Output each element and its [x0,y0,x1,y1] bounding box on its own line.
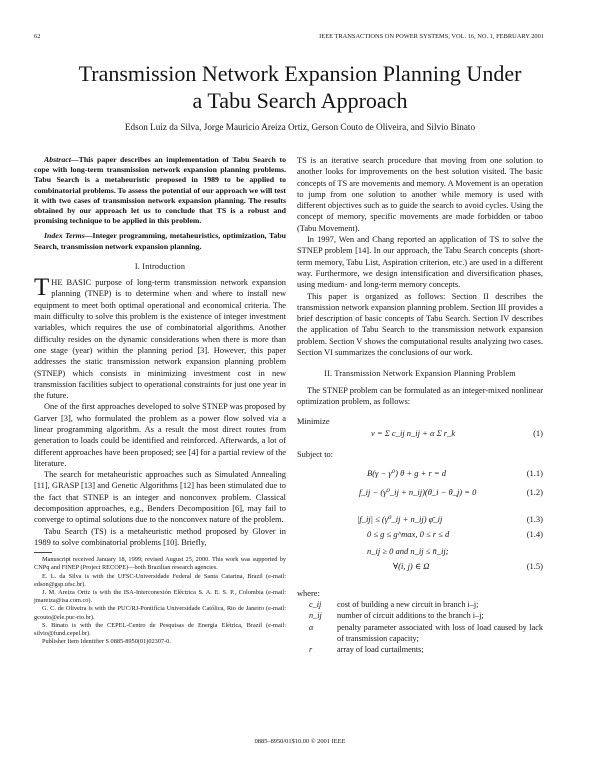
equation-1-1-expr: B(γ − γ⁰) θ + g + r = d [367,467,447,478]
equation-1-5a [297,546,543,561]
definition-row [297,599,543,610]
right-paragraph-3: This paper is organized as follows: Section II describes the transmission network expansion planning problem. Section III provides a brief description of basic concepts of Tabu Search. Section IV describes the application of Tabu Search to the transmission network expansion problem. Section V shows the computational results analyzing two cases. Section VI summarizes the conclusions of our work. [297,291,543,358]
footnote-manuscript: Manuscript received January 18, 1999; revised August 25, 2000. This work was supported by CNPq and FINEP (Project RECOPE)—both Brazilian research agencies. [34,556,286,572]
abstract-text: This paper describes an implementation of Tabu Search to cope with long-term transmission network expansion planning problems. Tabu Search is a metaheuristic proposed in 1989 to be applied to combinatorial problems. To assess the potential of our approach we will test it with two cases of transmission network expansion planning. The results obtained by our approach let us to conclude that TS is a robust and promising technique to be applied in this problem. [34,155,286,226]
section-2-paragraph: The STNEP problem can be formulated as an integer-mixed nonlinear optimization problem, as follows: [297,385,543,406]
right-paragraph-2: In 1997, Wen and Chang reported an application of TS to solve the STNEP problem [14]. In our approach, the Tabu Search concepts (short-term memory, Tabu List, Aspiration criterion, etc.) are used in a different way. Furthermore, we design intensification and diversification phases, using medium- and long-term memory concepts. [297,235,543,290]
title-line-2: a Tabu Search Approach [192,88,408,113]
definition-symbol: r [309,645,313,655]
definition-text: penalty parameter associated with loss of load caused by lack of transmission capacity; [337,622,543,644]
equation-1-5-number: (1.5) [526,560,543,571]
right-paragraph-1: TS is an iterative search procedure that moving from one solution to another looks for improvements on the best solution visited. The basic concepts of TS are movements and memory. A Movement is an operation to jump from one solution to another while memory is used with different objectives such as to guide the search to avoid cycles. Using the concept of memory, specific movements are made forbidden or taboo (Tabu Movement). [297,156,543,233]
equation-1-2-expr: f_ij − (γ⁰_ij + n_ij)(θ_i − θ_j) = 0 [359,486,477,497]
footnote-rule [34,552,52,553]
index-terms [34,231,286,251]
journal-header: IEEE TRANSACTIONS ON POWER SYSTEMS, VOL. 16, NO. 1, FEBRUARY 2001 [319,33,544,40]
definition-text: array of load curtailments; [337,645,424,655]
equation-1-4-expr: 0 ≤ g ≤ g^max, 0 ≤ r ≤ d [367,528,450,539]
section-1-heading: I. Introduction [134,261,186,271]
subject-to-label: Subject to: [297,449,334,459]
definition-row [297,644,543,655]
definition-symbol: n_ij [309,611,322,621]
equation-1-5 [297,561,543,576]
equation-1-2-number: (1.2) [526,486,543,497]
equation-1-3-expr: |f_ij| ≤ (γ⁰_ij + n_ij) φ̄_ij [357,513,443,524]
definition-symbol: c_ij [309,600,322,610]
footnote-oliveira: G. C. de Oliveira is with the PUC/RJ-Pontifícia Universidade Católica, Rio de Janeiro (e-mail: gcouto@ele.puc-rio.br). [34,605,286,621]
intro-paragraph-3: The search for metaheuristic approaches such as Simulated Annealing [11], GRASP [13] and Genetic Algorithms [12] has been stimulated due to the fact that STNEP is an integer and nonconvex problem. Classical decomposition approaches, e.g., Benders Decomposition [6], may fail to converge to optimal solutions due to the nonconvex nature of the problem. [34,470,286,525]
equation-1-expr: v = Σ c_ij n_ij + α Σ r_k [371,427,456,438]
equation-1-1-number: (1.1) [526,467,543,478]
footnotes [34,556,286,646]
right-column [297,155,543,656]
index-terms-label: Index Terms— [44,231,93,241]
page-number: 62 [34,33,41,40]
equation-1-1 [297,468,543,483]
definition-symbol: α [309,622,314,632]
definition-text: number of circuit additions to the branch i–j; [337,611,484,621]
equation-1-5-expr: ∀(i, j) ∈ Ω [393,560,430,571]
intro-paragraph-2: One of the first approaches developed to solve STNEP was proposed by Garver [3], who formulated the problem as a power flow solved via a linear programming algorithm. As a result the most direct routes from generation to loads could be identified and reinforced. Afterwards, a lot of different approaches have been proposed; see [4] for a partial review of the literature. [34,402,286,468]
definition-row [297,610,543,621]
intro-paragraph-4: Tabu Search (TS) is a metaheuristic method proposed by Glover in 1989 to solve combinatorial problems [10]. Briefly, [34,526,286,547]
section-2-heading: II. Transmission Network Expansion Planning Problem [324,369,516,379]
minimize-label: Minimize [297,417,330,427]
footnote-ortiz: J. M. Areiza Ortiz is with the ISA-Interconexión Eléctrica S. A. E. S. P., Colombia (e-mail: jmareiza@isa.com.co). [34,589,286,605]
intro-paragraph-1 [34,274,286,401]
paper-title [0,60,600,114]
title-line-1: Transmission Network Expansion Planning Under [78,61,522,86]
author-list: Edson Luiz da Silva, Jorge Mauricio Areiza Ortiz, Gerson Couto de Oliveira, and Silvio Binato [124,122,476,132]
copyright-line: 0885–8950/01$10.00 © 2001 IEEE [254,738,346,745]
equation-1-4-number: (1.4) [526,528,543,539]
drop-cap: T [34,274,50,302]
footnote-binato: S. Binato is with the CEPEL-Centro de Pesquisas de Energia Elétrica, Brazil (e-mail: silvio@fund.cepel.br). [34,621,286,638]
definition-text: cost of building a new circuit in branch i–j; [337,600,479,610]
footnote-pii: Publisher Item Identifier S 0885-8950(01)02307-0. [42,638,171,646]
abstract [34,155,286,226]
equation-1-2 [297,487,543,502]
equation-1-3-number: (1.3) [526,513,543,524]
abstract-label: Abstract— [44,155,79,164]
index-terms-text: Integer programming, metaheuristics, optimization, Tabu Search, transmission network expansion planning. [34,231,287,251]
equation-1-number: (1) [533,427,543,438]
equation-1-3 [297,514,543,529]
equation-1 [297,428,543,443]
left-column [34,155,286,646]
intro-p1-text: HE BASIC purpose of long-term transmission network expansion planning (TNEP) is to determine when and where to install new equipment to meet both optimal operational and economical criteria. The main difficulty to solve this problem is the existence of integer investment variables, which requires the use of combinatorial algorithms. Another difficulty resides on the dynamic considerations when there is more than one stage (year) within the planning period [3]. However, this paper addresses the static transmission network expansion planning problem (STNEP) which consists in minimizing investment cost in new transmission facilities subject to operational constraints for just one year in the future. [34,278,286,401]
definition-row [297,622,543,645]
equation-1-5a-expr: n_ij ≥ 0 and n_ij ≤ n̄_ij; [367,545,449,556]
footnote-silva: E. L. da Silva is with the UFSC-Universidade Federal de Santa Catarina, Brazil (e-mail: edson@gsp.ufsc.br). [34,572,286,588]
equation-1-4 [297,529,543,544]
where-label: where: [297,588,320,598]
